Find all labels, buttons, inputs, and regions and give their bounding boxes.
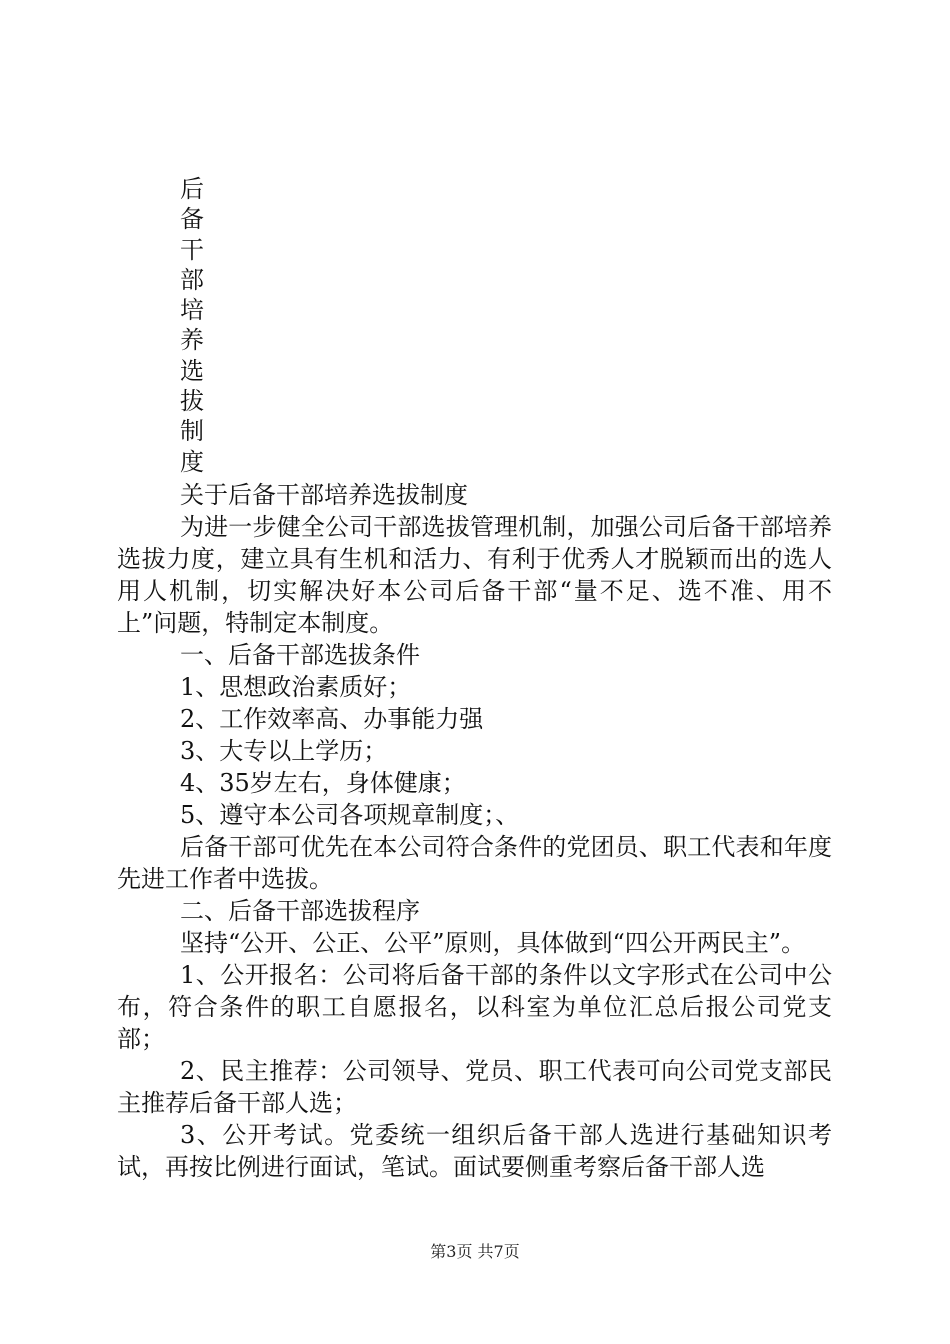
vertical-title-char: 度 — [180, 447, 204, 476]
intro-paragraph: 为进一步健全公司干部选拔管理机制，加强公司后备干部培养选拔力度，建立具有生机和活力、有利于优秀人才脱颖而出的选人用人机制，切实解决好本公司后备干部“量不足、选不准、用不上”问题，特制定本制度。 — [117, 513, 832, 637]
vertical-title-char: 拔 — [180, 387, 204, 416]
vertical-title-char: 后 — [180, 175, 204, 203]
vertical-title-char: 养 — [180, 326, 204, 355]
section-heading-conditions: 一、后备干部选拔条件 — [180, 641, 420, 669]
condition-item: 3、大专以上学历； — [180, 737, 388, 765]
priority-paragraph: 后备干部可优先在本公司符合条件的党团员、职工代表和年度先进工作者中选拔。 — [117, 833, 832, 893]
vertical-title — [180, 174, 212, 477]
vertical-title-char: 干 — [180, 235, 204, 264]
section-heading-procedure: 二、后备干部选拔程序 — [180, 897, 420, 925]
page-footer: 第3页 共7页 — [430, 1242, 520, 1261]
document-body — [117, 479, 832, 1183]
procedure-item: 2、民主推荐：公司领导、党员、职工代表可向公司党支部民主推荐后备干部人选； — [117, 1057, 832, 1117]
document-heading: 关于后备干部培养选拔制度 — [180, 481, 468, 509]
vertical-title-char: 备 — [180, 205, 204, 234]
vertical-title-char: 选 — [180, 356, 204, 385]
condition-item: 2、工作效率高、办事能力强 — [180, 705, 484, 733]
procedure-item: 3、公开考试。党委统一组织后备干部人选进行基础知识考试，再按比例进行面试，笔试。面试要侧重考察后备干部人选 — [117, 1121, 832, 1181]
condition-item: 5、遵守本公司各项规章制度；、 — [180, 801, 520, 829]
condition-item: 4、35岁左右，身体健康； — [180, 769, 466, 797]
vertical-title-char: 制 — [180, 417, 204, 446]
condition-item: 1、思想政治素质好； — [180, 673, 412, 701]
procedure-item: 1、公开报名：公司将后备干部的条件以文字形式在公司中公布，符合条件的职工自愿报名，以科室为单位汇总后报公司党支部； — [117, 961, 832, 1053]
vertical-title-char: 培 — [180, 296, 204, 325]
vertical-title-char: 部 — [180, 265, 204, 294]
principle-paragraph: 坚持“公开、公正、公平”原则，具体做到“四公开两民主”。 — [180, 929, 806, 957]
